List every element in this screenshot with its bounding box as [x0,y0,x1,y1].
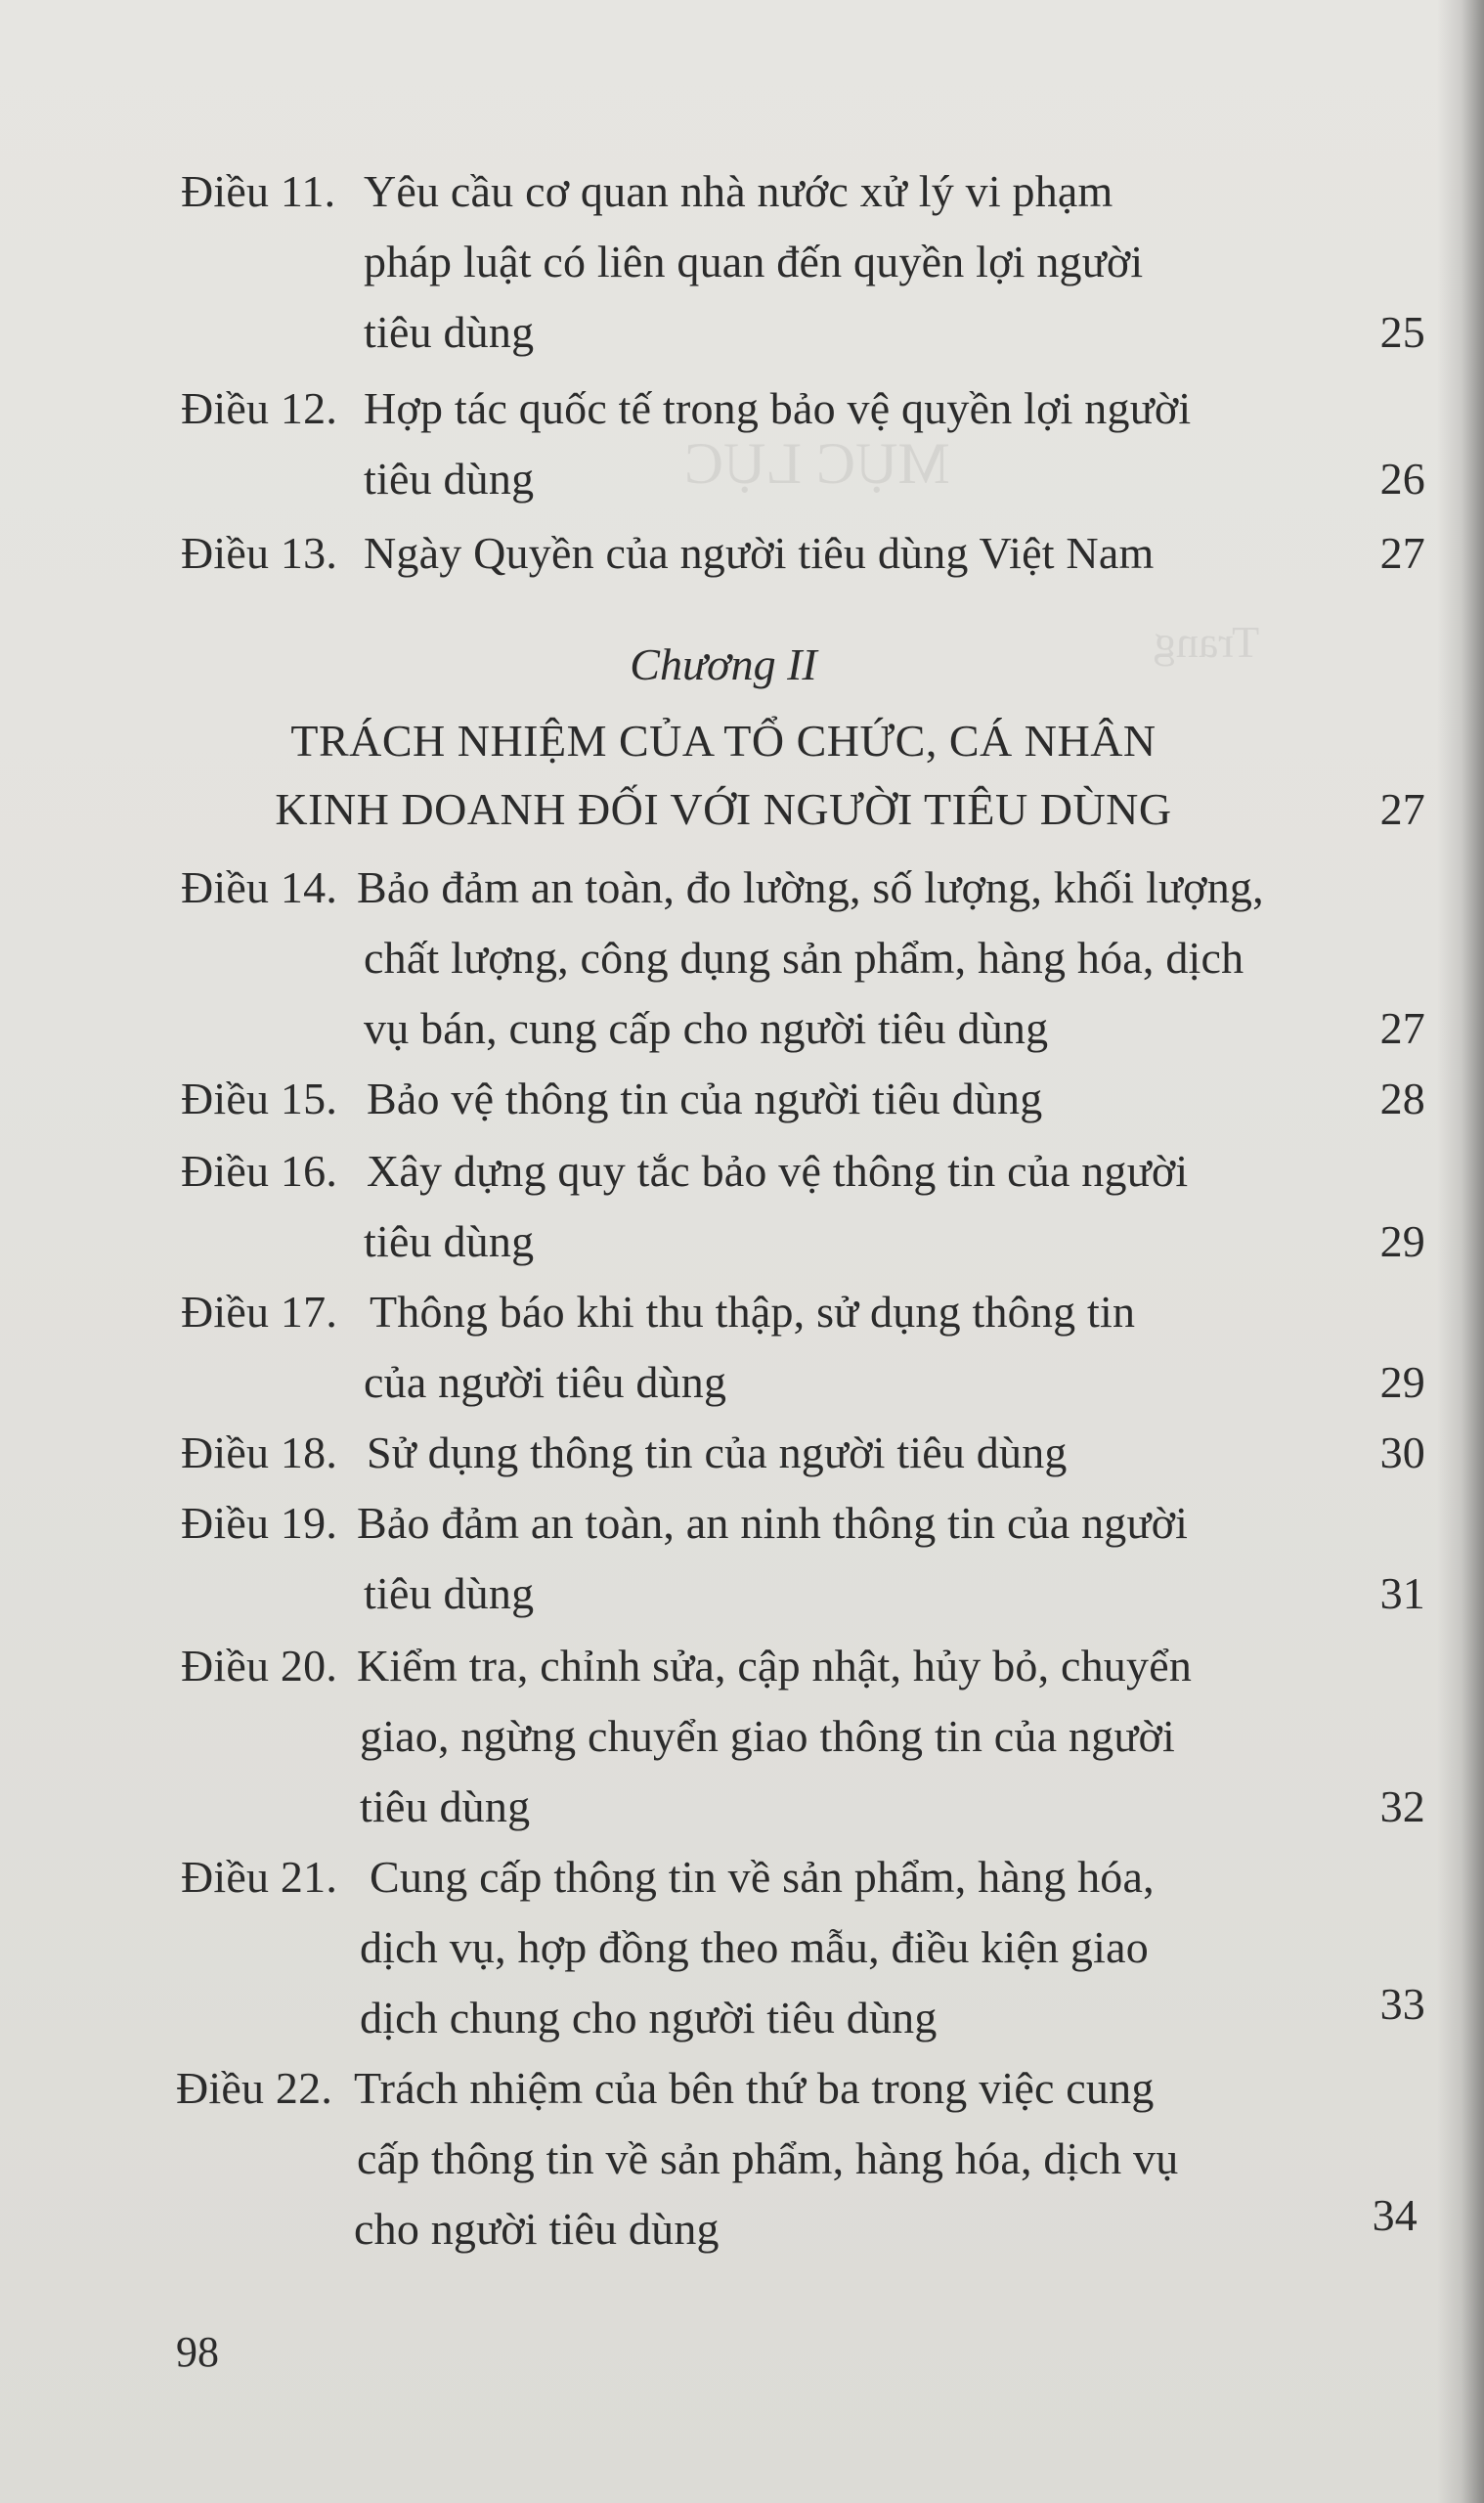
entry-title-line: cho người tiêu dùng [354,2204,720,2254]
entry-title-line: Kiểm tra, chỉnh sửa, cập nhật, hủy bỏ, chuyển [357,1641,1193,1691]
entry-title-line: pháp luật có liên quan đến quyền lợi người [364,237,1144,286]
entry-title-line: Xây dựng quy tắc bảo vệ thông tin của người [367,1146,1189,1196]
entry-label: Điều 21. [181,1852,338,1902]
entry-page-number: 27 [1379,1003,1425,1053]
entry-title-line: tiêu dùng [364,1568,535,1618]
entry-title-line: tiêu dùng [364,307,535,357]
entry-title-line: dịch vụ, hợp đồng theo mẫu, điều kiện giao [360,1922,1149,1972]
entry-title-line: Cung cấp thông tin về sản phẩm, hàng hóa, [370,1852,1155,1902]
entry-label: Điều 15. [181,1074,338,1123]
entry-title-line: vụ bán, cung cấp cho người tiêu dùng [364,1003,1049,1053]
entry-title-line: dịch chung cho người tiêu dùng [360,1993,938,2042]
entry-title-line: giao, ngừng chuyển giao thông tin của người [360,1711,1175,1761]
entry-page-number: 29 [1379,1216,1425,1266]
entry-page-number: 32 [1379,1781,1425,1831]
entry-page-number: 30 [1379,1427,1425,1477]
entry-label: Điều 12. [181,383,338,433]
entry-page-number: 34 [1372,2190,1418,2240]
entry-label: Điều 11. [181,166,336,216]
entry-title-line: tiêu dùng [364,454,535,504]
entry-title-line: Thông báo khi thu thập, sử dụng thông tin [370,1287,1136,1337]
entry-label: Điều 17. [181,1287,338,1337]
entry-label: Điều 22. [176,2063,333,2113]
entry-title-line: Ngày Quyền của người tiêu dùng Việt Nam [364,528,1155,578]
chapter-page-number: 27 [1379,784,1425,834]
entry-title-line: tiêu dùng [364,1216,535,1266]
entry-page-number: 25 [1379,307,1425,357]
entry-title-line: Bảo đảm an toàn, an ninh thông tin của người [357,1498,1189,1548]
entry-title-line: cấp thông tin về sản phẩm, hàng hóa, dịch vụ [357,2133,1179,2183]
entry-page-number: 29 [1379,1357,1425,1407]
entry-title-line: Hợp tác quốc tế trong bảo vệ quyền lợi người [364,383,1192,433]
entry-title-line: Bảo đảm an toàn, đo lường, số lượng, khối lượng, [357,862,1264,912]
entry-label: Điều 20. [181,1641,338,1691]
entry-title-line: của người tiêu dùng [364,1357,727,1407]
entry-label: Điều 13. [181,528,338,578]
entry-title-line: Bảo vệ thông tin của người tiêu dùng [367,1074,1043,1123]
entry-page-number: 33 [1379,1979,1425,2029]
entry-label: Điều 14. [181,862,338,912]
entry-label: Điều 19. [181,1498,338,1548]
entry-page-number: 27 [1379,528,1425,578]
entry-page-number: 28 [1379,1074,1425,1123]
show-through-text: MỤC LỤC [684,431,950,496]
entry-label: Điều 16. [181,1146,338,1196]
entry-label: Điều 18. [181,1427,338,1477]
chapter-title-line: TRÁCH NHIỆM CỦA TỔ CHỨC, CÁ NHÂN [290,716,1157,766]
entry-page-number: 26 [1379,454,1425,504]
entry-title-line: Trách nhiệm của bên thứ ba trong việc cung [354,2063,1155,2113]
show-through-text: Trang [1154,617,1260,667]
chapter-number: Chương II [630,639,817,689]
entry-title-line: Yêu cầu cơ quan nhà nước xử lý vi phạm [364,166,1113,216]
entry-title-line: tiêu dùng [360,1781,531,1831]
entry-title-line: Sử dụng thông tin của người tiêu dùng [367,1427,1068,1477]
entry-page-number: 31 [1379,1568,1425,1618]
page-number: 98 [176,2328,219,2376]
entry-title-line: chất lượng, công dụng sản phẩm, hàng hóa, dịch [364,933,1244,983]
chapter-title-line: KINH DOANH ĐỐI VỚI NGƯỜI TIÊU DÙNG [275,784,1172,834]
